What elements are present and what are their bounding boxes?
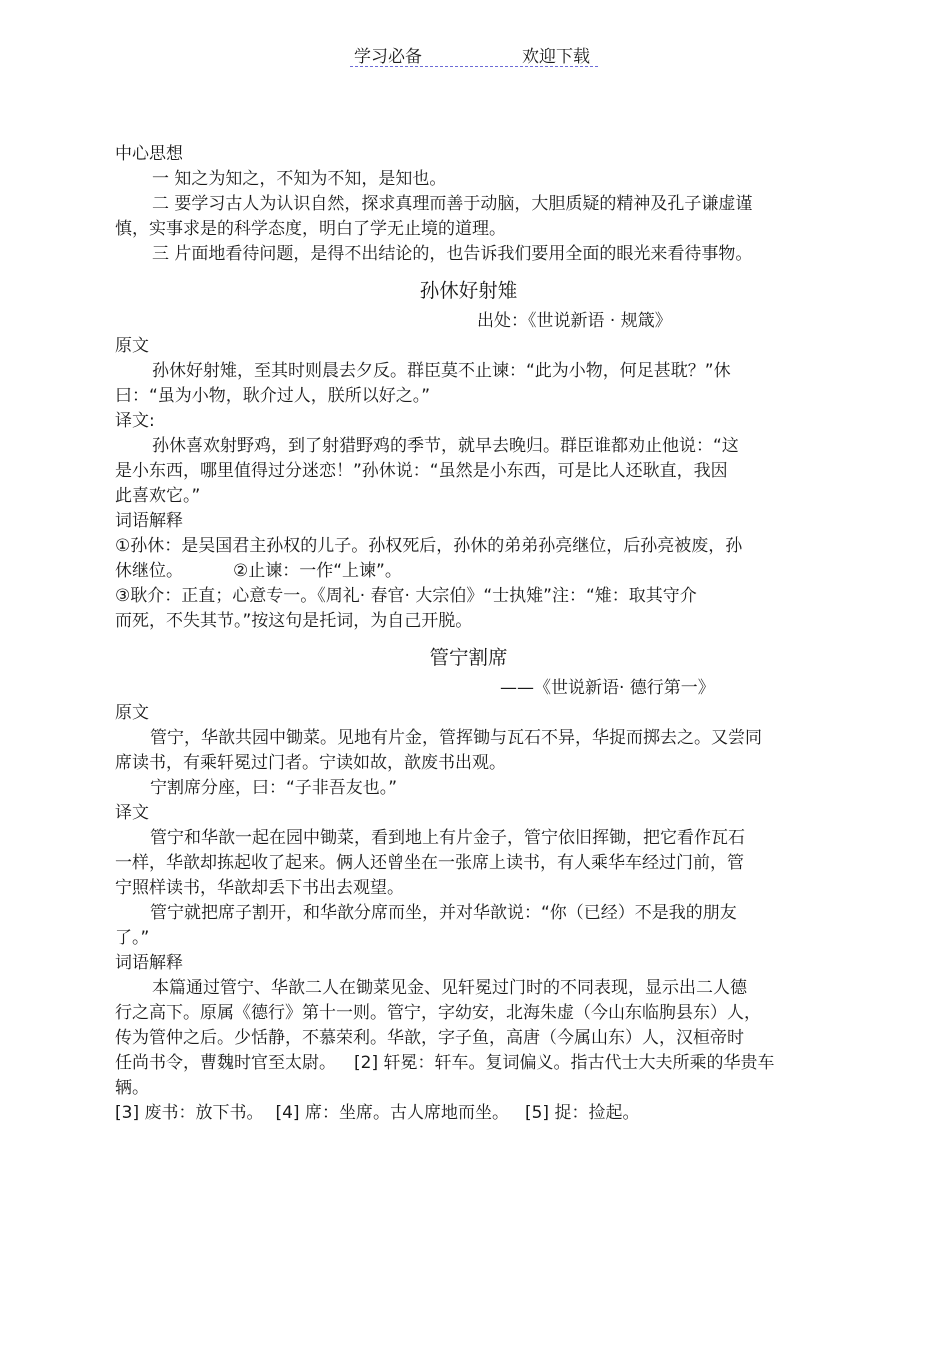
guanning-glossary-heading: 词语解释 <box>115 953 183 973</box>
guanning-original-line-2: 席读书，有乘轩冕过门者。宁读如故，歆废书出观。 <box>115 753 506 773</box>
guanning-glossary-line-1: 本篇通过管宁、华歆二人在锄菜见金、见轩冕过门时的不同表现，显示出二人德 <box>152 978 747 998</box>
guanning-translation-line-5: 了。” <box>115 928 150 948</box>
sunxiu-translation-line-1: 孙休喜欢射野鸡，到了射猎野鸡的季节，就早去晚归。群臣谁都劝止他说：“这 <box>152 436 739 456</box>
guanning-glossary-line-6c: [5] 捉：捡起。 <box>524 1103 640 1123</box>
document-body <box>115 142 810 1126</box>
guanning-source: ——《世说新语· 德行第一》 <box>500 678 715 698</box>
central-idea-heading: 中心思想 <box>115 144 183 164</box>
guanning-original-heading: 原文 <box>115 703 149 723</box>
guanning-glossary-line-4a: 任尚书令，曹魏时官至太尉。 <box>115 1053 336 1073</box>
section-title-sunxiu: 孙休好射雉 <box>419 279 518 302</box>
central-idea-point-3: 三 片面地看待问题，是得不出结论的，也告诉我们要用全面的眼光来看待事物。 <box>152 244 753 264</box>
sunxiu-glossary-line-4: 而死，不失其节。”按这句是托词，为自己开脱。 <box>115 611 473 631</box>
sunxiu-glossary-line-2b: ②止谏：一作“上谏”。 <box>233 561 402 581</box>
guanning-original-line-1: 管宁，华歆共园中锄菜。见地有片金，管挥锄与瓦石不异，华捉而掷去之。又尝同 <box>150 728 762 748</box>
guanning-translation-line-1: 管宁和华歆一起在园中锄菜，看到地上有片金子，管宁依旧挥锄，把它看作瓦石 <box>150 828 745 848</box>
guanning-glossary-line-6b: [4] 席：坐席。古人席地而坐。 <box>275 1103 509 1123</box>
guanning-original-line-3: 宁割席分座，曰：“子非吾友也。” <box>150 778 398 798</box>
header-left-text: 学习必备 <box>354 47 422 67</box>
guanning-glossary-line-4 <box>115 1051 810 1076</box>
guanning-translation-line-3: 宁照样读书，华歆却丢下书出去观望。 <box>115 878 404 898</box>
sunxiu-glossary-line-1: ①孙休：是吴国君主孙权的儿子。孙权死后，孙休的弟弟孙亮继位，后孙亮被废，孙 <box>115 536 743 556</box>
section-title-guanning: 管宁割席 <box>429 646 508 669</box>
guanning-translation-line-2: 一样，华歆却拣起收了起来。俩人还曾坐在一张席上读书，有人乘华车经过门前，管 <box>115 853 744 873</box>
sunxiu-original-line-2: 曰：“虽为小物，耿介过人，朕所以好之。” <box>115 386 431 406</box>
central-idea-point-2b: 慎，实事求是的科学态度，明白了学无止境的道理。 <box>115 219 506 239</box>
guanning-translation-heading: 译文 <box>115 803 149 823</box>
guanning-translation-line-4: 管宁就把席子割开，和华歆分席而坐，并对华歆说：“你（已经）不是我的朋友 <box>150 903 737 923</box>
guanning-glossary-line-3: 传为管仲之后。少恬静，不慕荣利。华歆，字子鱼，高唐（今属山东）人，汉桓帝时 <box>115 1028 744 1048</box>
guanning-glossary-line-6a: [3] 废书：放下书。 <box>115 1103 264 1123</box>
guanning-glossary-line-6 <box>115 1101 810 1126</box>
page-header <box>350 40 598 67</box>
central-idea-point-1: 一 知之为知之，不知为不知，是知也。 <box>152 169 447 189</box>
sunxiu-glossary-line-3: ③耿介：正直；心意专一。《周礼· 春官· 大宗伯》“士执雉”注：“雉：取其守介 <box>115 586 697 606</box>
sunxiu-original-heading: 原文 <box>115 336 149 356</box>
sunxiu-glossary-line-2a: 休继位。 <box>115 561 183 581</box>
sunxiu-glossary-heading: 词语解释 <box>115 511 183 531</box>
guanning-glossary-line-5: 辆。 <box>115 1078 149 1098</box>
sunxiu-original-line-1: 孙休好射雉，至其时则晨去夕反。群臣莫不止谏：“此为小物，何足甚耽？”休 <box>152 361 731 381</box>
sunxiu-glossary-line-2 <box>115 559 810 584</box>
sunxiu-translation-line-2: 是小东西，哪里值得过分迷恋！”孙休说：“虽然是小东西，可是比人还耿直，我因 <box>115 461 728 481</box>
sunxiu-source: 出处：《世说新语 · 规箴》 <box>477 311 672 331</box>
central-idea-point-2a: 二 要学习古人为认识自然，探求真理而善于动脑，大胆质疑的精神及孔子谦虚谨 <box>152 194 753 214</box>
sunxiu-translation-heading: 译文: <box>115 411 155 431</box>
sunxiu-translation-line-3: 此喜欢它。” <box>115 486 201 506</box>
header-right-text: 欢迎下载 <box>522 47 590 67</box>
guanning-glossary-line-2: 行之高下。原属《德行》第十一则。管宁，字幼安，北海朱虚（今山东临朐县东）人， <box>115 1003 761 1023</box>
guanning-glossary-line-4b: [2] 轩冕：轩车。复词偏义。指古代士大夫所乘的华贵车 <box>354 1053 775 1073</box>
